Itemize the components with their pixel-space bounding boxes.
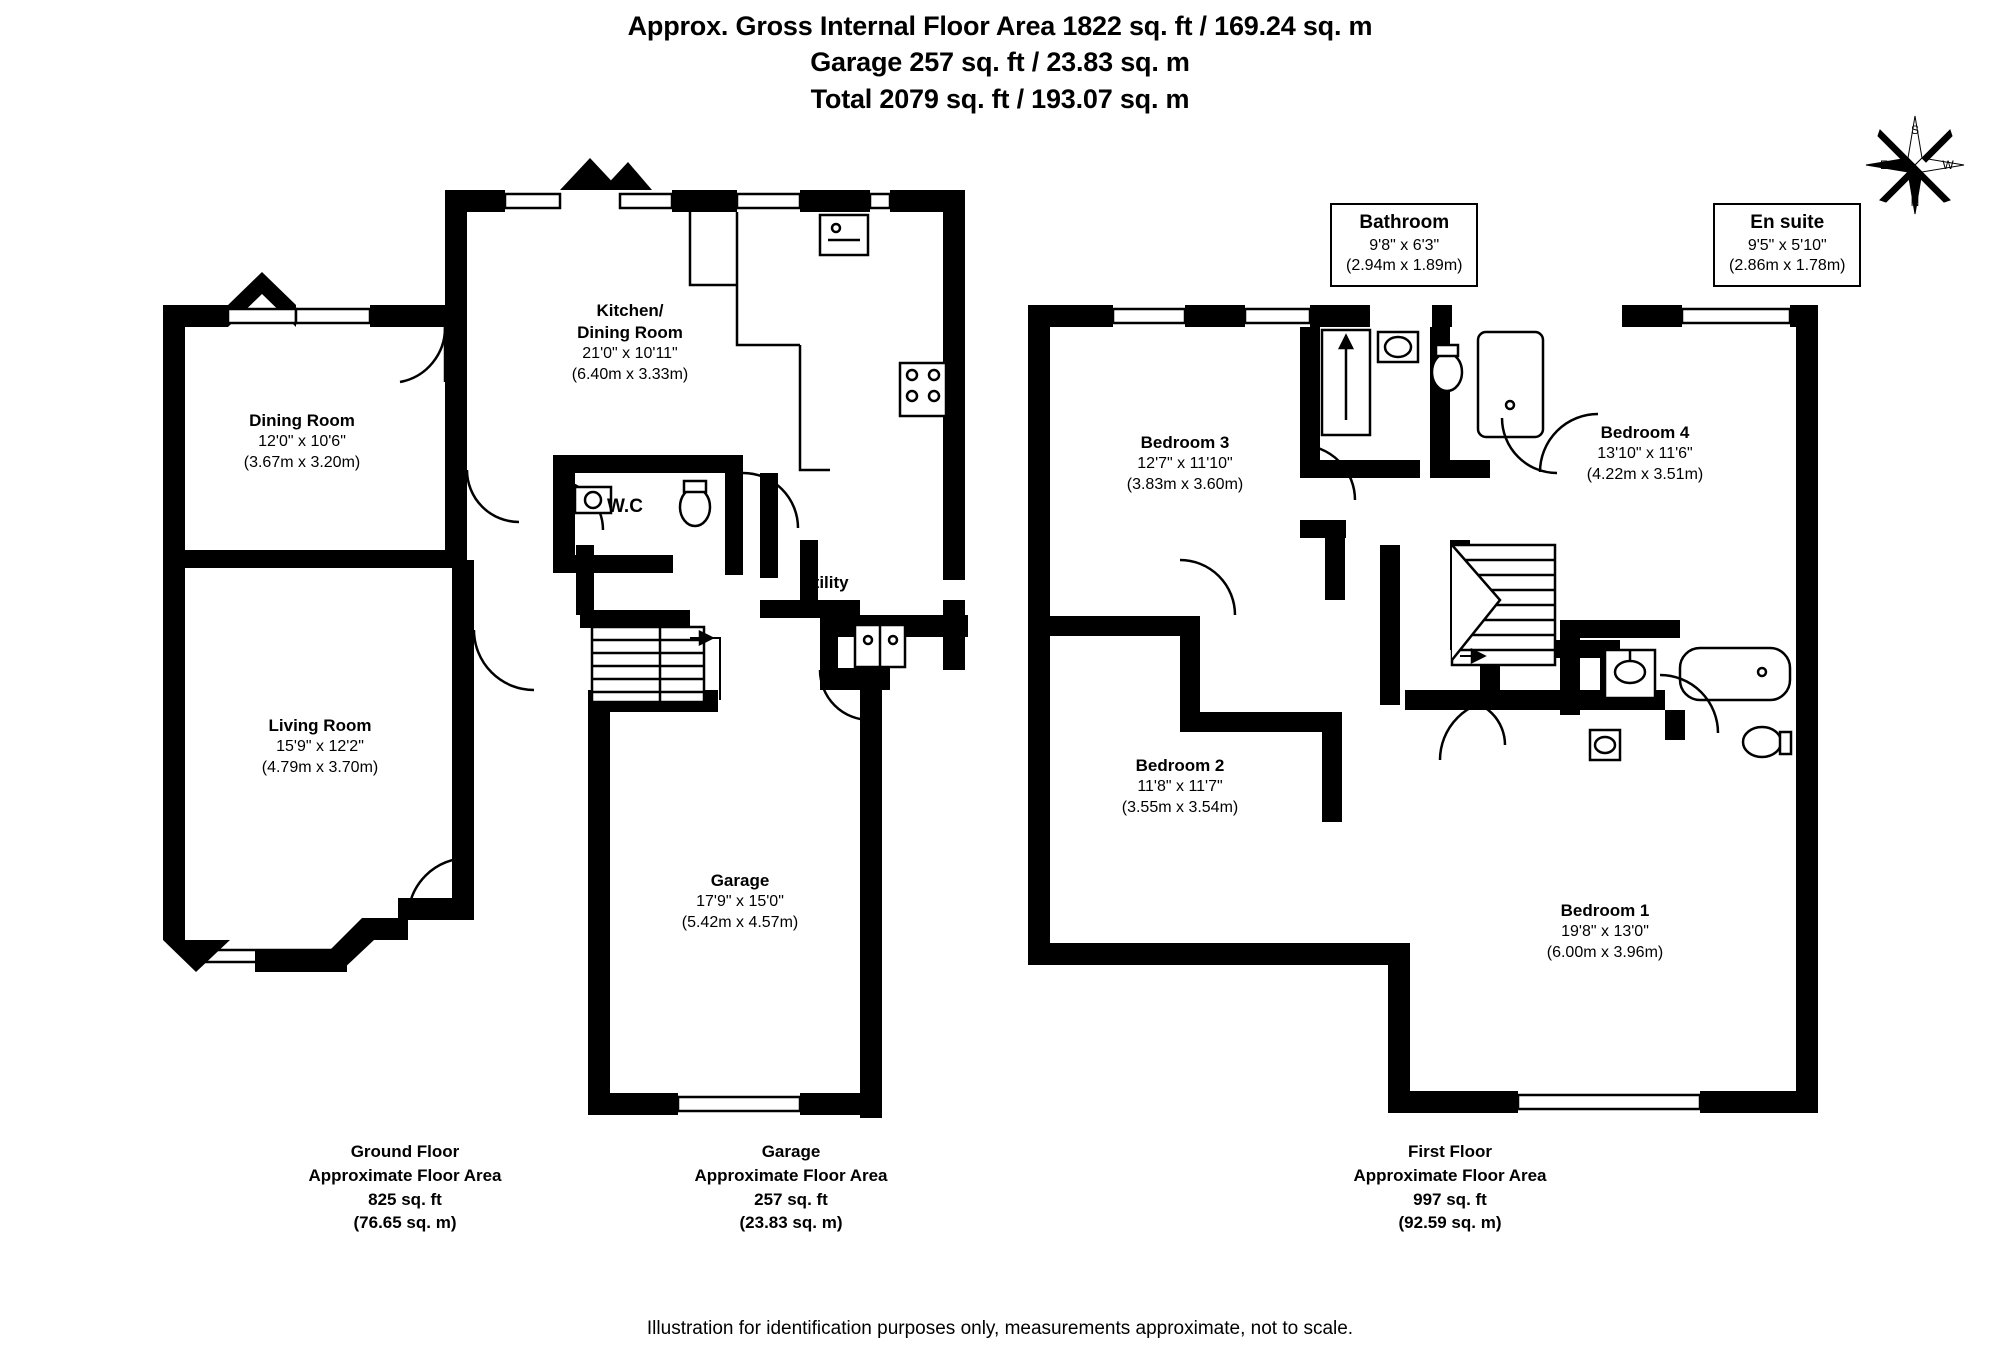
caption-ground-floor: Ground Floor Approximate Floor Area 825 sq. ft (76.65 sq. m) <box>308 1142 502 1233</box>
disclaimer-text: Illustration for identification purposes only, measurements approximate, not to scale. <box>646 1318 1354 1339</box>
room-label-dining-room: Dining Room 12'0" x 10'6" (3.67m x 3.20m) <box>243 411 361 471</box>
first-floor-stairs <box>1452 545 1555 665</box>
caption-garage: Garage Approximate Floor Area 257 sq. ft (23.83 sq. m) <box>694 1142 888 1233</box>
utility-fixtures <box>855 625 905 667</box>
room-label-garage: Garage 17'9" x 15'0" (5.42m x 4.57m) <box>681 871 799 931</box>
room-label-utility: Utility <box>801 573 849 592</box>
room-label-bedroom-4: Bedroom 4 13'10" x 11'6" (4.22m x 3.51m) <box>1586 423 1704 483</box>
gross-internal-area-line: Approx. Gross Internal Floor Area 1822 sq. ft / 169.24 sq. m <box>627 11 1373 41</box>
compass-rose <box>1860 110 1970 220</box>
ground-floor-stairs <box>592 627 720 702</box>
compass-east-label: E <box>1879 158 1889 172</box>
compass-north-label: N <box>1910 195 1920 209</box>
page-title <box>0 8 2000 117</box>
total-area-line: Total 2079 sq. ft / 193.07 sq. m <box>810 83 1190 114</box>
room-label-ensuite: En suite 9'5" x 5'10" (2.86m x 1.78m) <box>1713 203 1861 287</box>
compass-south-label: S <box>1910 123 1920 137</box>
room-label-bathroom: Bathroom 9'8" x 6'3" (2.94m x 1.89m) <box>1330 203 1478 287</box>
room-label-bedroom-3: Bedroom 3 12'7" x 11'10" (3.83m x 3.60m) <box>1126 433 1244 493</box>
garage-area-line: Garage 257 sq. ft / 23.83 sq. m <box>810 47 1190 78</box>
room-label-wc: W.C <box>607 496 643 517</box>
caption-first-floor: First Floor Approximate Floor Area 997 sq. ft (92.59 sq. m) <box>1353 1142 1547 1233</box>
room-label-kitchen-dining-room: Kitchen/ Dining Room 21'0" x 10'11" (6.40m x 3.33m) <box>571 301 689 383</box>
room-label-living-room: Living Room 15'9" x 12'2" (4.79m x 3.70m) <box>261 716 379 776</box>
compass-west-label: W <box>1942 158 1954 172</box>
room-label-bedroom-1: Bedroom 1 19'8" x 13'0" (6.00m x 3.96m) <box>1546 901 1664 961</box>
room-label-bedroom-2: Bedroom 2 11'8" x 11'7" (3.55m x 3.54m) <box>1121 756 1239 816</box>
